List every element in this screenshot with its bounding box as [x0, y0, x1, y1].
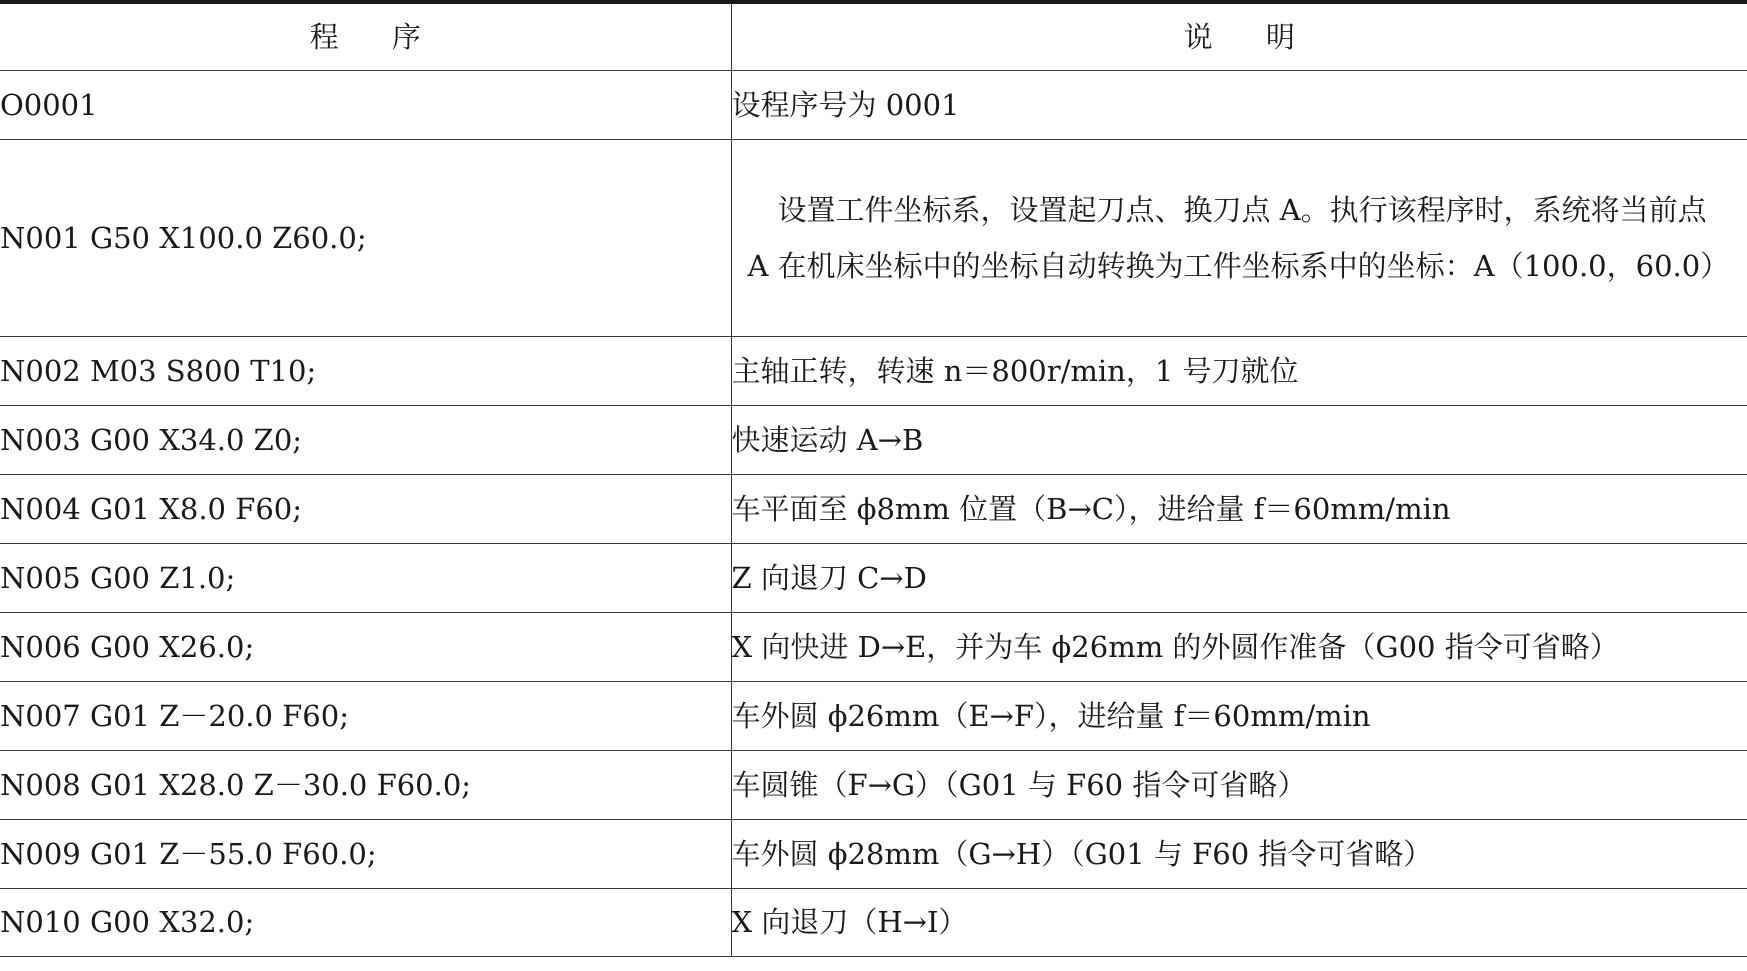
table-row — [0, 337, 1747, 406]
program-cell: N001 G50 X100.0 Z60.0; — [0, 140, 731, 337]
table-row — [0, 140, 1747, 337]
program-cell: N005 G00 Z1.0; — [0, 544, 731, 613]
description-cell: 设置工件坐标系，设置起刀点、换刀点 A。执行该程序时，系统将当前点 A 在机床坐标中的坐标自动转换为工件坐标系中的坐标：A（100.0，60.0） — [731, 140, 1747, 337]
table-row — [0, 889, 1747, 957]
description-cell: X 向快进 D→E，并为车 ϕ26mm 的外圆作准备（G00 指令可省略） — [731, 613, 1747, 682]
table-row — [0, 71, 1747, 140]
program-cell: N010 G00 X32.0; — [0, 889, 731, 957]
table-row — [0, 820, 1747, 889]
description-cell: 车外圆 ϕ26mm（E→F），进给量 f＝60mm/min — [731, 682, 1747, 751]
description-cell: X 向退刀（H→I） — [731, 889, 1747, 957]
program-cell: N006 G00 X26.0; — [0, 613, 731, 682]
table-row — [0, 406, 1747, 475]
table-row — [0, 613, 1747, 682]
header-description: 说 明 — [731, 2, 1747, 71]
program-cell: N008 G01 X28.0 Z－30.0 F60.0; — [0, 751, 731, 820]
description-cell: 快速运动 A→B — [731, 406, 1747, 475]
program-cell: N002 M03 S800 T10; — [0, 337, 731, 406]
description-cell: Z 向退刀 C→D — [731, 544, 1747, 613]
description-cell: 设程序号为 0001 — [731, 71, 1747, 140]
table-header-row — [0, 2, 1747, 71]
description-cell: 主轴正转，转速 n＝800r/min，1 号刀就位 — [731, 337, 1747, 406]
description-cell: 车外圆 ϕ28mm（G→H）（G01 与 F60 指令可省略） — [731, 820, 1747, 889]
program-cell: O0001 — [0, 71, 731, 140]
header-program: 程 序 — [0, 2, 731, 71]
program-cell: N004 G01 X8.0 F60; — [0, 475, 731, 544]
table-row — [0, 682, 1747, 751]
description-cell: 车平面至 ϕ8mm 位置（B→C），进给量 f＝60mm/min — [731, 475, 1747, 544]
description-cell: 车圆锥（F→G）（G01 与 F60 指令可省略） — [731, 751, 1747, 820]
table-row — [0, 751, 1747, 820]
table-row — [0, 475, 1747, 544]
table-row — [0, 544, 1747, 613]
program-cell: N009 G01 Z－55.0 F60.0; — [0, 820, 731, 889]
program-cell: N003 G00 X34.0 Z0; — [0, 406, 731, 475]
program-cell: N007 G01 Z－20.0 F60; — [0, 682, 731, 751]
